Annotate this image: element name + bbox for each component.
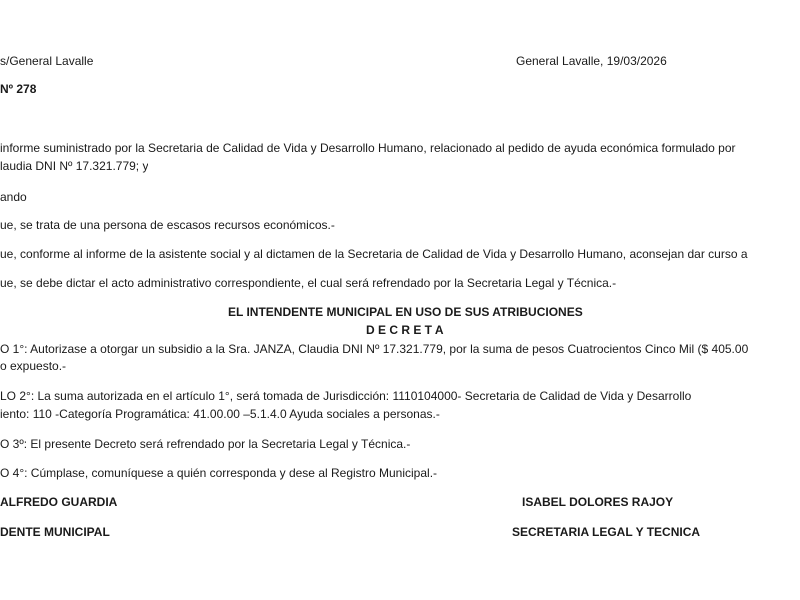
article-4: O 4°: Cúmplase, comuníquese a quién corresponda y dese al Registro Municipal.- bbox=[0, 466, 438, 480]
considerando-item-2: ue, conforme al informe de la asistente social y al dictamen de la Secretaria de Calidad de Vida y Desarrollo Humano, aconsejan dar curso a bbox=[0, 247, 748, 261]
visto-line-2: laudia DNI Nº 17.321.779; y bbox=[0, 159, 149, 173]
article-2-line-2: iento: 110 -Categoría Programática: 41.00.00 –5.1.4.0 Ayuda sociales a personas.- bbox=[0, 407, 440, 421]
resolution-heading: EL INTENDENTE MUNICIPAL EN USO DE SUS ATRIBUCIONES bbox=[228, 305, 583, 319]
signature-right-title: SECRETARIA LEGAL Y TECNICA bbox=[512, 525, 701, 539]
article-2-line-1: LO 2°: La suma autorizada en el artículo 1°, será tomada de Jurisdicción: 1110104000- Secretaria de Calidad de Vida y Desarrollo bbox=[0, 389, 692, 403]
signature-left-title: DENTE MUNICIPAL bbox=[0, 525, 110, 539]
article-1-line-2: o expuesto.- bbox=[0, 359, 67, 373]
signature-left-name: ALFREDO GUARDIA bbox=[0, 495, 118, 509]
visto-line-1: informe suministrado por la Secretaria de Calidad de Vida y Desarrollo Humano, relacionado al pedido de ayuda económica formulado por bbox=[0, 141, 736, 155]
considerando-item-1: ue, se trata de una persona de escasos recursos económicos.- bbox=[0, 218, 335, 232]
considerando-item-3: ue, se debe dictar el acto administrativo correspondiente, el cual será refrendado por la Secretaria Legal y Técnica.- bbox=[0, 276, 617, 290]
header-date: General Lavalle, 19/03/2026 bbox=[516, 54, 667, 68]
signature-right-name: ISABEL DOLORES RAJOY bbox=[522, 495, 674, 509]
article-1-line-1: O 1°: Autorizase a otorgar un subsidio a la Sra. JANZA, Claudia DNI Nº 17.321.779, por la suma de pesos Cuatrocientos Cinco Mil ($ 405.00 bbox=[0, 342, 749, 356]
considerando-heading: ando bbox=[0, 190, 27, 204]
header-location: s/General Lavalle bbox=[0, 54, 94, 68]
decreta-heading: D E C R E T A bbox=[366, 323, 444, 337]
article-3: O 3º: El presente Decreto será refrendado por la Secretaria Legal y Técnica.- bbox=[0, 437, 411, 451]
decree-number: Nº 278 bbox=[0, 82, 37, 96]
